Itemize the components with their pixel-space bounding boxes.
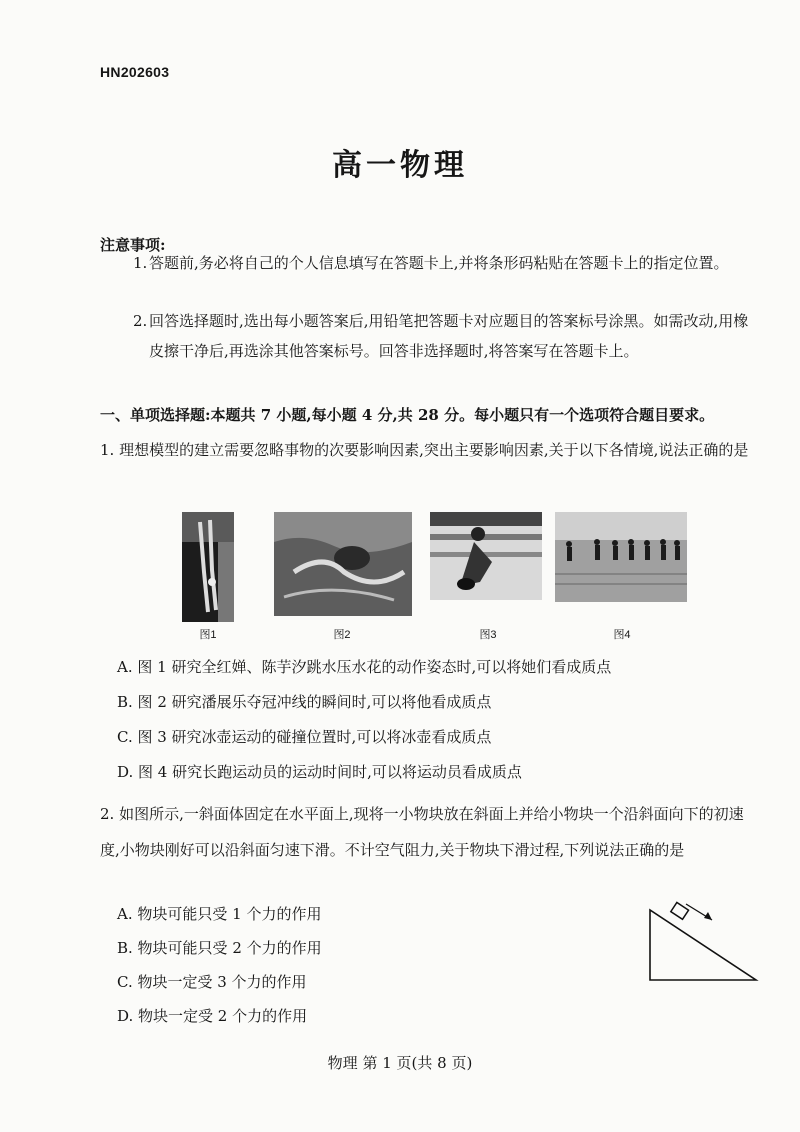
question-1-figures [182,512,692,640]
notice-item-text: 回答选择题时,选出每小题答案后,用铅笔把答题卡对应题目的答案标号涂黑。如需改动,用橡皮擦干净后,再选涂其他答案标号。回答非选择题时,将答案写在答题卡上。 [149,312,749,360]
page-title: 高一物理 [332,148,468,183]
section-heading: 一、单项选择题:本题共 7 小题,每小题 4 分,共 28 分。每小题只有一个选项符合题目要求。 [100,406,715,424]
figure-4-running-photo [555,512,687,602]
figure-4-caption: 图4 [613,629,631,641]
question-2-option-d: D. 物块一定受 2 个力的作用 [117,1007,308,1025]
block-on-incline [671,902,689,919]
notice-item-number: 1. [133,254,148,272]
figure-3-curling-photo [430,512,542,600]
notice-item-number: 2. [133,312,148,330]
figure-1-caption: 图1 [199,629,217,641]
figure-2-swimming-photo [274,512,412,616]
notice-item-1 [133,248,763,278]
page-footer: 物理 第 1 页(共 8 页) [327,1054,473,1072]
question-1-option-c: C. 图 3 研究冰壶运动的碰撞位置时,可以将冰壶看成质点 [117,728,492,746]
question-2-option-b: B. 物块可能只受 2 个力的作用 [117,939,322,957]
figure-2-caption: 图2 [333,629,351,641]
incline-triangle [650,910,756,980]
notice-item-text: 答题前,务必将自己的个人信息填写在答题卡上,并将条形码粘贴在答题卡上的指定位置。 [149,254,729,272]
figure-3-caption: 图3 [479,629,497,641]
notice-heading: 注意事项: [100,236,166,254]
question-1-option-b: B. 图 2 研究潘展乐夺冠冲线的瞬间时,可以将他看成质点 [117,693,492,711]
exam-code: HN202603 [100,64,170,80]
incline-diagram [640,898,760,984]
question-2-stem: 2. 如图所示,一斜面体固定在水平面上,现将一小物块放在斜面上并给小物块一个沿斜面向下的初速度,小物块刚好可以沿斜面匀速下滑。不计空气阻力,关于物块下滑过程,下列说法正确的是 [100,805,744,859]
question-1-option-a: A. 图 1 研究全红婵、陈芋汐跳水压水花的动作姿态时,可以将她们看成质点 [117,658,612,676]
question-1-option-d: D. 图 4 研究长跑运动员的运动时间时,可以将运动员看成质点 [117,763,522,781]
figure-1-diving-photo [182,512,234,622]
question-2-option-c: C. 物块一定受 3 个力的作用 [117,973,307,991]
notice-item-2 [133,306,763,366]
question-2-option-a: A. 物块可能只受 1 个力的作用 [117,905,322,923]
question-1-stem: 1. 理想模型的建立需要忽略事物的次要影响因素,突出主要影响因素,关于以下各情境,说法正确的是 [100,441,749,459]
